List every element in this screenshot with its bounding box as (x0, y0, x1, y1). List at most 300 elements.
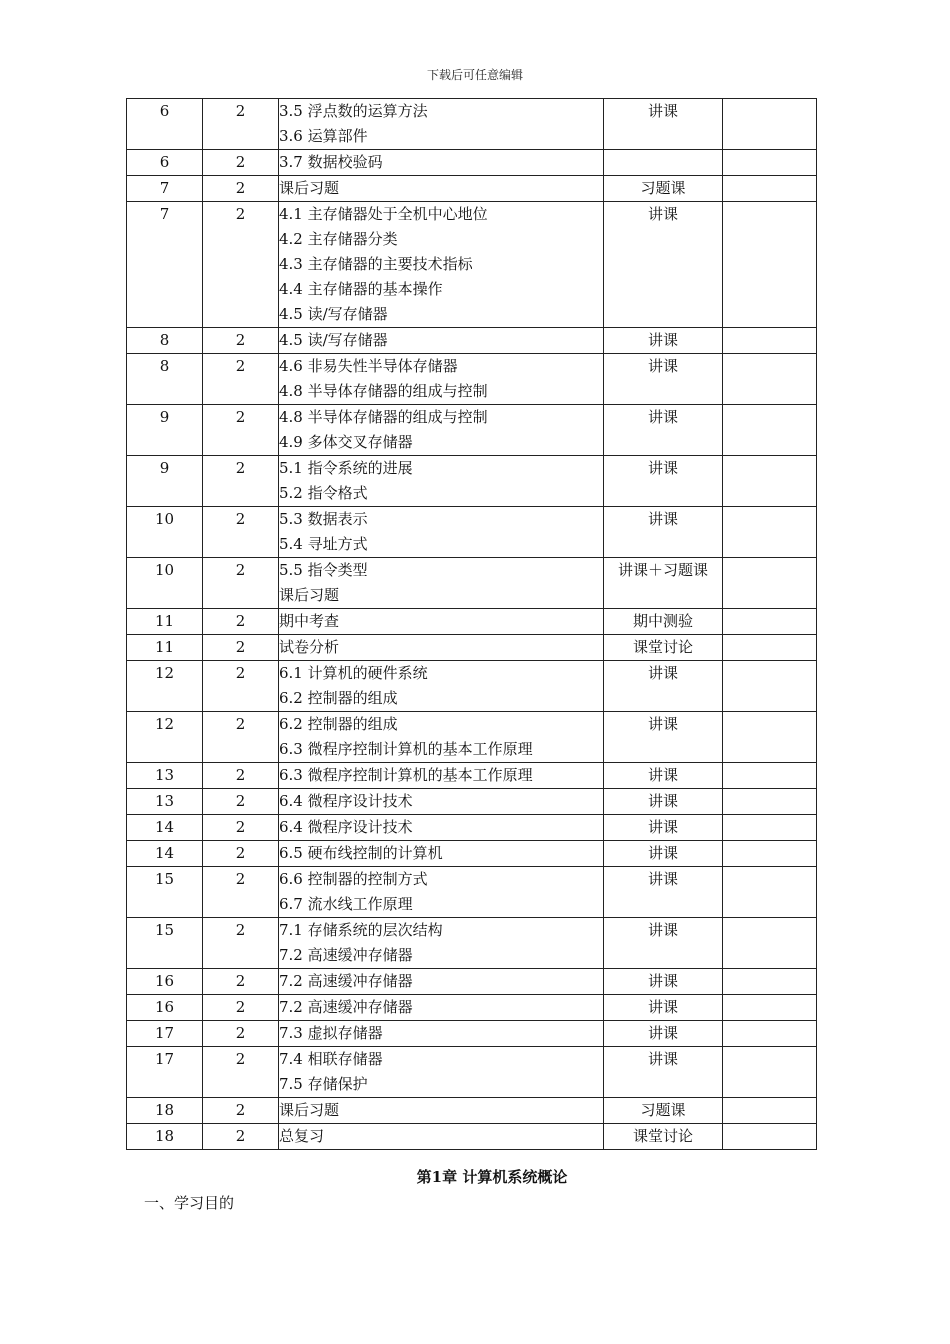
note-cell (723, 763, 817, 789)
week-cell (127, 789, 203, 815)
content-line: 7.2 高速缓冲存储器 (279, 946, 413, 964)
hours-cell (203, 202, 279, 328)
week-cell (127, 1021, 203, 1047)
teaching-type-cell-text: 讲课 (647, 510, 678, 528)
note-cell (723, 328, 817, 354)
teaching-type-cell (604, 969, 723, 995)
table-row (127, 712, 817, 763)
hours-cell-text: 2 (235, 510, 246, 528)
teaching-type-cell (604, 354, 723, 405)
content-cell (279, 995, 604, 1021)
note-cell (723, 202, 817, 328)
teaching-type-cell-text: 习题课 (640, 179, 686, 197)
teaching-type-cell (604, 328, 723, 354)
hours-cell (203, 1047, 279, 1098)
table-row (127, 867, 817, 918)
note-cell (723, 661, 817, 712)
hours-cell (203, 150, 279, 176)
week-cell-text: 16 (154, 972, 175, 990)
content-cell (279, 763, 604, 789)
content-line: 3.7 数据校验码 (279, 153, 383, 171)
week-cell-text: 8 (159, 331, 170, 349)
content-line: 4.6 非易失性半导体存储器 (279, 357, 458, 375)
week-cell (127, 969, 203, 995)
content-line: 5.3 数据表示 (279, 510, 368, 528)
hours-cell (203, 867, 279, 918)
note-cell-text (723, 763, 816, 788)
table-row (127, 99, 817, 150)
week-cell-text: 16 (154, 998, 175, 1016)
note-cell-text (723, 841, 816, 866)
content-cell (279, 176, 604, 202)
content-line: 期中考查 (279, 612, 340, 630)
hours-cell (203, 1021, 279, 1047)
table-row (127, 763, 817, 789)
note-cell-text (723, 918, 816, 943)
note-cell (723, 456, 817, 507)
hours-cell-text: 2 (235, 715, 246, 733)
week-cell (127, 763, 203, 789)
content-line: 6.6 控制器的控制方式 (279, 870, 428, 888)
table-row (127, 918, 817, 969)
hours-cell-text: 2 (235, 153, 246, 171)
hours-cell (203, 558, 279, 609)
teaching-type-cell-text: 讲课 (647, 818, 678, 836)
hours-cell-text: 2 (235, 664, 246, 682)
hours-cell (203, 99, 279, 150)
table-row (127, 558, 817, 609)
teaching-type-cell-text: 讲课 (647, 844, 678, 862)
hours-cell (203, 507, 279, 558)
hours-cell (203, 176, 279, 202)
week-cell-text: 9 (159, 408, 170, 426)
week-cell-text: 13 (154, 766, 175, 784)
week-cell-text: 8 (159, 357, 170, 375)
teaching-type-cell-text: 讲课 (647, 766, 678, 784)
hours-cell (203, 661, 279, 712)
teaching-type-cell-text: 讲课 (647, 1024, 678, 1042)
note-cell-text (723, 354, 816, 379)
note-cell-text (723, 456, 816, 481)
content-line: 4.9 多体交叉存储器 (279, 433, 413, 451)
hours-cell (203, 635, 279, 661)
note-cell (723, 176, 817, 202)
teaching-type-cell (604, 918, 723, 969)
content-cell (279, 354, 604, 405)
hours-cell (203, 763, 279, 789)
teaching-type-cell (604, 635, 723, 661)
hours-cell-text: 2 (235, 1050, 246, 1068)
table-row (127, 1124, 817, 1150)
content-line: 4.8 半导体存储器的组成与控制 (279, 408, 488, 426)
chapter-title: 第1章 计算机系统概论 (416, 1168, 568, 1186)
week-cell-text: 6 (159, 102, 170, 120)
week-cell (127, 815, 203, 841)
teaching-type-cell-text: 讲课 (647, 921, 678, 939)
note-cell (723, 507, 817, 558)
week-cell-text: 12 (154, 664, 175, 682)
week-cell-text: 14 (154, 818, 175, 836)
week-cell-text: 13 (154, 792, 175, 810)
teaching-type-cell (604, 867, 723, 918)
note-cell-text (723, 202, 816, 227)
content-line: 7.3 虚拟存储器 (279, 1024, 383, 1042)
content-cell (279, 1047, 604, 1098)
note-cell (723, 635, 817, 661)
content-cell (279, 867, 604, 918)
table-row (127, 150, 817, 176)
content-line: 4.3 主存储器的主要技术指标 (279, 255, 473, 273)
hours-cell-text: 2 (235, 972, 246, 990)
week-cell-text: 10 (154, 510, 175, 528)
schedule-body (127, 99, 817, 1150)
teaching-type-cell (604, 405, 723, 456)
content-line: 4.5 读/写存储器 (279, 331, 388, 349)
teaching-type-cell (604, 609, 723, 635)
content-line: 7.1 存储系统的层次结构 (279, 921, 443, 939)
week-cell (127, 918, 203, 969)
note-cell (723, 1021, 817, 1047)
hours-cell-text: 2 (235, 179, 246, 197)
table-row (127, 969, 817, 995)
note-cell (723, 354, 817, 405)
table-row (127, 609, 817, 635)
teaching-type-cell-text: 讲课 (647, 870, 678, 888)
content-cell (279, 202, 604, 328)
week-cell (127, 635, 203, 661)
note-cell-text (723, 635, 816, 660)
teaching-type-cell-text: 讲课 (647, 664, 678, 682)
content-line: 6.4 微程序设计技术 (279, 818, 413, 836)
note-cell (723, 841, 817, 867)
week-cell-text: 18 (154, 1127, 175, 1145)
week-cell-text: 6 (159, 153, 170, 171)
week-cell (127, 712, 203, 763)
content-cell (279, 661, 604, 712)
teaching-type-cell (604, 815, 723, 841)
hours-cell-text: 2 (235, 205, 246, 223)
content-cell (279, 635, 604, 661)
note-cell-text (723, 1047, 816, 1072)
hours-cell-text: 2 (235, 792, 246, 810)
note-cell-text (723, 609, 816, 634)
hours-cell-text: 2 (235, 408, 246, 426)
week-cell (127, 99, 203, 150)
week-cell-text: 7 (159, 205, 170, 223)
table-row (127, 354, 817, 405)
hours-cell-text: 2 (235, 998, 246, 1016)
table-row (127, 1021, 817, 1047)
note-cell-text (723, 661, 816, 686)
content-line: 6.2 控制器的组成 (279, 715, 398, 733)
content-line: 4.2 主存储器分类 (279, 230, 398, 248)
teaching-type-cell-text: 讲课 (647, 972, 678, 990)
note-cell-text (723, 507, 816, 532)
week-cell-text: 18 (154, 1101, 175, 1119)
hours-cell-text: 2 (235, 459, 246, 477)
note-cell-text (723, 558, 816, 583)
week-cell (127, 867, 203, 918)
content-line: 5.1 指令系统的进展 (279, 459, 413, 477)
table-row (127, 328, 817, 354)
week-cell (127, 150, 203, 176)
note-cell-text (723, 1021, 816, 1046)
hours-cell-text: 2 (235, 561, 246, 579)
content-line: 6.5 硬布线控制的计算机 (279, 844, 443, 862)
week-cell (127, 995, 203, 1021)
teaching-type-cell-text: 课堂讨论 (632, 638, 693, 656)
content-line: 4.4 主存储器的基本操作 (279, 280, 443, 298)
teaching-type-cell-text: 期中测验 (632, 612, 693, 630)
table-row (127, 176, 817, 202)
week-cell-text: 17 (154, 1024, 175, 1042)
hours-cell-text: 2 (235, 844, 246, 862)
teaching-type-cell-text: 讲课 (647, 331, 678, 349)
note-cell-text (723, 328, 816, 353)
hours-cell (203, 328, 279, 354)
teaching-type-cell-text: 讲课 (647, 102, 678, 120)
content-cell (279, 507, 604, 558)
table-row (127, 815, 817, 841)
week-cell (127, 1098, 203, 1124)
hours-cell-text: 2 (235, 870, 246, 888)
teaching-type-cell-text: 讲课 (647, 357, 678, 375)
week-cell (127, 456, 203, 507)
content-cell (279, 456, 604, 507)
teaching-type-cell (604, 1047, 723, 1098)
teaching-type-cell-text: 习题课 (640, 1101, 686, 1119)
content-cell (279, 328, 604, 354)
hours-cell-text: 2 (235, 331, 246, 349)
hours-cell (203, 712, 279, 763)
week-cell-text: 12 (154, 715, 175, 733)
week-cell-text: 11 (154, 638, 175, 656)
content-cell (279, 150, 604, 176)
content-line: 试卷分析 (279, 638, 340, 656)
teaching-type-cell (604, 763, 723, 789)
content-cell (279, 918, 604, 969)
week-cell (127, 354, 203, 405)
week-cell (127, 202, 203, 328)
content-cell (279, 1098, 604, 1124)
content-line: 7.4 相联存储器 (279, 1050, 383, 1068)
note-cell (723, 1124, 817, 1150)
content-cell (279, 609, 604, 635)
week-cell (127, 405, 203, 456)
note-cell (723, 1098, 817, 1124)
teaching-type-cell-text: 课堂讨论 (632, 1127, 693, 1145)
note-cell (723, 609, 817, 635)
note-cell (723, 405, 817, 456)
content-line: 7.5 存储保护 (279, 1075, 368, 1093)
hours-cell (203, 405, 279, 456)
content-line: 7.2 高速缓冲存储器 (279, 972, 413, 990)
note-cell (723, 969, 817, 995)
teaching-type-cell (604, 1098, 723, 1124)
teaching-type-cell (604, 507, 723, 558)
week-cell (127, 1047, 203, 1098)
content-cell (279, 405, 604, 456)
note-cell (723, 867, 817, 918)
table-row (127, 456, 817, 507)
content-cell (279, 99, 604, 150)
note-cell (723, 150, 817, 176)
table-row (127, 1047, 817, 1098)
hours-cell (203, 969, 279, 995)
note-cell (723, 815, 817, 841)
hours-cell-text: 2 (235, 818, 246, 836)
hours-cell-text: 2 (235, 766, 246, 784)
teaching-type-cell-text: 讲课 (647, 408, 678, 426)
week-cell (127, 558, 203, 609)
week-cell-text: 11 (154, 612, 175, 630)
week-cell-text: 15 (154, 921, 175, 939)
content-line: 7.2 高速缓冲存储器 (279, 998, 413, 1016)
teaching-type-cell (604, 712, 723, 763)
hours-cell-text: 2 (235, 1101, 246, 1119)
teaching-type-cell-text: 讲课 (647, 1050, 678, 1068)
week-cell-text: 15 (154, 870, 175, 888)
content-line: 4.8 半导体存储器的组成与控制 (279, 382, 488, 400)
hours-cell (203, 456, 279, 507)
teaching-type-cell-text: 讲课 (647, 792, 678, 810)
content-line: 课后习题 (279, 179, 340, 197)
teaching-type-cell (604, 789, 723, 815)
content-line: 5.2 指令格式 (279, 484, 368, 502)
table-row (127, 507, 817, 558)
content-cell (279, 1124, 604, 1150)
hours-cell-text: 2 (235, 921, 246, 939)
content-cell (279, 841, 604, 867)
note-cell (723, 995, 817, 1021)
note-cell-text (723, 405, 816, 430)
note-cell-text (723, 969, 816, 994)
content-line: 6.7 流水线工作原理 (279, 895, 413, 913)
hours-cell-text: 2 (235, 102, 246, 120)
hours-cell (203, 995, 279, 1021)
content-line: 6.3 微程序控制计算机的基本工作原理 (279, 740, 533, 758)
content-cell (279, 712, 604, 763)
content-line: 3.6 运算部件 (279, 127, 368, 145)
table-row (127, 841, 817, 867)
content-cell (279, 815, 604, 841)
note-cell-text (723, 150, 816, 175)
content-cell (279, 789, 604, 815)
content-line: 4.1 主存储器处于全机中心地位 (279, 205, 488, 223)
teaching-type-cell-text: 讲课 (647, 205, 678, 223)
week-cell (127, 609, 203, 635)
teaching-type-cell (604, 558, 723, 609)
week-cell-text: 17 (154, 1050, 175, 1068)
week-cell (127, 661, 203, 712)
content-line: 总复习 (279, 1127, 325, 1145)
teaching-type-cell (604, 1124, 723, 1150)
page-header-note: 下载后可任意编辑 (426, 68, 523, 82)
week-cell (127, 328, 203, 354)
teaching-type-cell-text: 讲课 (647, 715, 678, 733)
hours-cell (203, 354, 279, 405)
hours-cell (203, 1098, 279, 1124)
content-line: 5.5 指令类型 (279, 561, 368, 579)
table-row (127, 1098, 817, 1124)
note-cell-text (723, 1098, 816, 1123)
content-line: 6.3 微程序控制计算机的基本工作原理 (279, 766, 533, 784)
content-line: 4.5 读/写存储器 (279, 305, 388, 323)
content-cell (279, 1021, 604, 1047)
note-cell-text (723, 995, 816, 1020)
content-line: 课后习题 (279, 1101, 340, 1119)
course-schedule-table (126, 98, 817, 1150)
content-line: 6.1 计算机的硬件系统 (279, 664, 428, 682)
table-row (127, 661, 817, 712)
teaching-type-cell (604, 456, 723, 507)
teaching-type-cell-text: 讲课 (647, 998, 678, 1016)
hours-cell (203, 789, 279, 815)
note-cell (723, 712, 817, 763)
content-line: 6.2 控制器的组成 (279, 689, 398, 707)
content-cell (279, 969, 604, 995)
content-line: 3.5 浮点数的运算方法 (279, 102, 428, 120)
note-cell-text (723, 176, 816, 201)
hours-cell (203, 815, 279, 841)
teaching-type-cell (604, 841, 723, 867)
table-row (127, 635, 817, 661)
teaching-type-cell (604, 150, 723, 176)
week-cell-text: 10 (154, 561, 175, 579)
hours-cell (203, 609, 279, 635)
note-cell (723, 789, 817, 815)
note-cell-text (723, 1124, 816, 1149)
hours-cell (203, 918, 279, 969)
table-row (127, 202, 817, 328)
section-heading: 一、学习目的 (144, 1194, 235, 1212)
hours-cell-text: 2 (235, 612, 246, 630)
week-cell-text: 14 (154, 844, 175, 862)
content-line: 5.4 寻址方式 (279, 535, 368, 553)
hours-cell-text: 2 (235, 357, 246, 375)
table-row (127, 405, 817, 456)
hours-cell (203, 1124, 279, 1150)
week-cell (127, 507, 203, 558)
table-row (127, 995, 817, 1021)
note-cell (723, 918, 817, 969)
note-cell-text (723, 99, 816, 124)
teaching-type-cell (604, 995, 723, 1021)
teaching-type-cell (604, 1021, 723, 1047)
content-line: 6.4 微程序设计技术 (279, 792, 413, 810)
note-cell (723, 99, 817, 150)
note-cell-text (723, 789, 816, 814)
note-cell-text (723, 867, 816, 892)
teaching-type-cell (604, 99, 723, 150)
week-cell-text: 9 (159, 459, 170, 477)
teaching-type-cell (604, 202, 723, 328)
teaching-type-cell-text (604, 150, 722, 175)
hours-cell-text: 2 (235, 638, 246, 656)
hours-cell-text: 2 (235, 1024, 246, 1042)
week-cell-text: 7 (159, 179, 170, 197)
teaching-type-cell-text: 讲课 (647, 459, 678, 477)
hours-cell (203, 841, 279, 867)
week-cell (127, 176, 203, 202)
teaching-type-cell (604, 661, 723, 712)
note-cell-text (723, 712, 816, 737)
note-cell (723, 1047, 817, 1098)
hours-cell-text: 2 (235, 1127, 246, 1145)
note-cell (723, 558, 817, 609)
table-row (127, 789, 817, 815)
content-cell (279, 558, 604, 609)
